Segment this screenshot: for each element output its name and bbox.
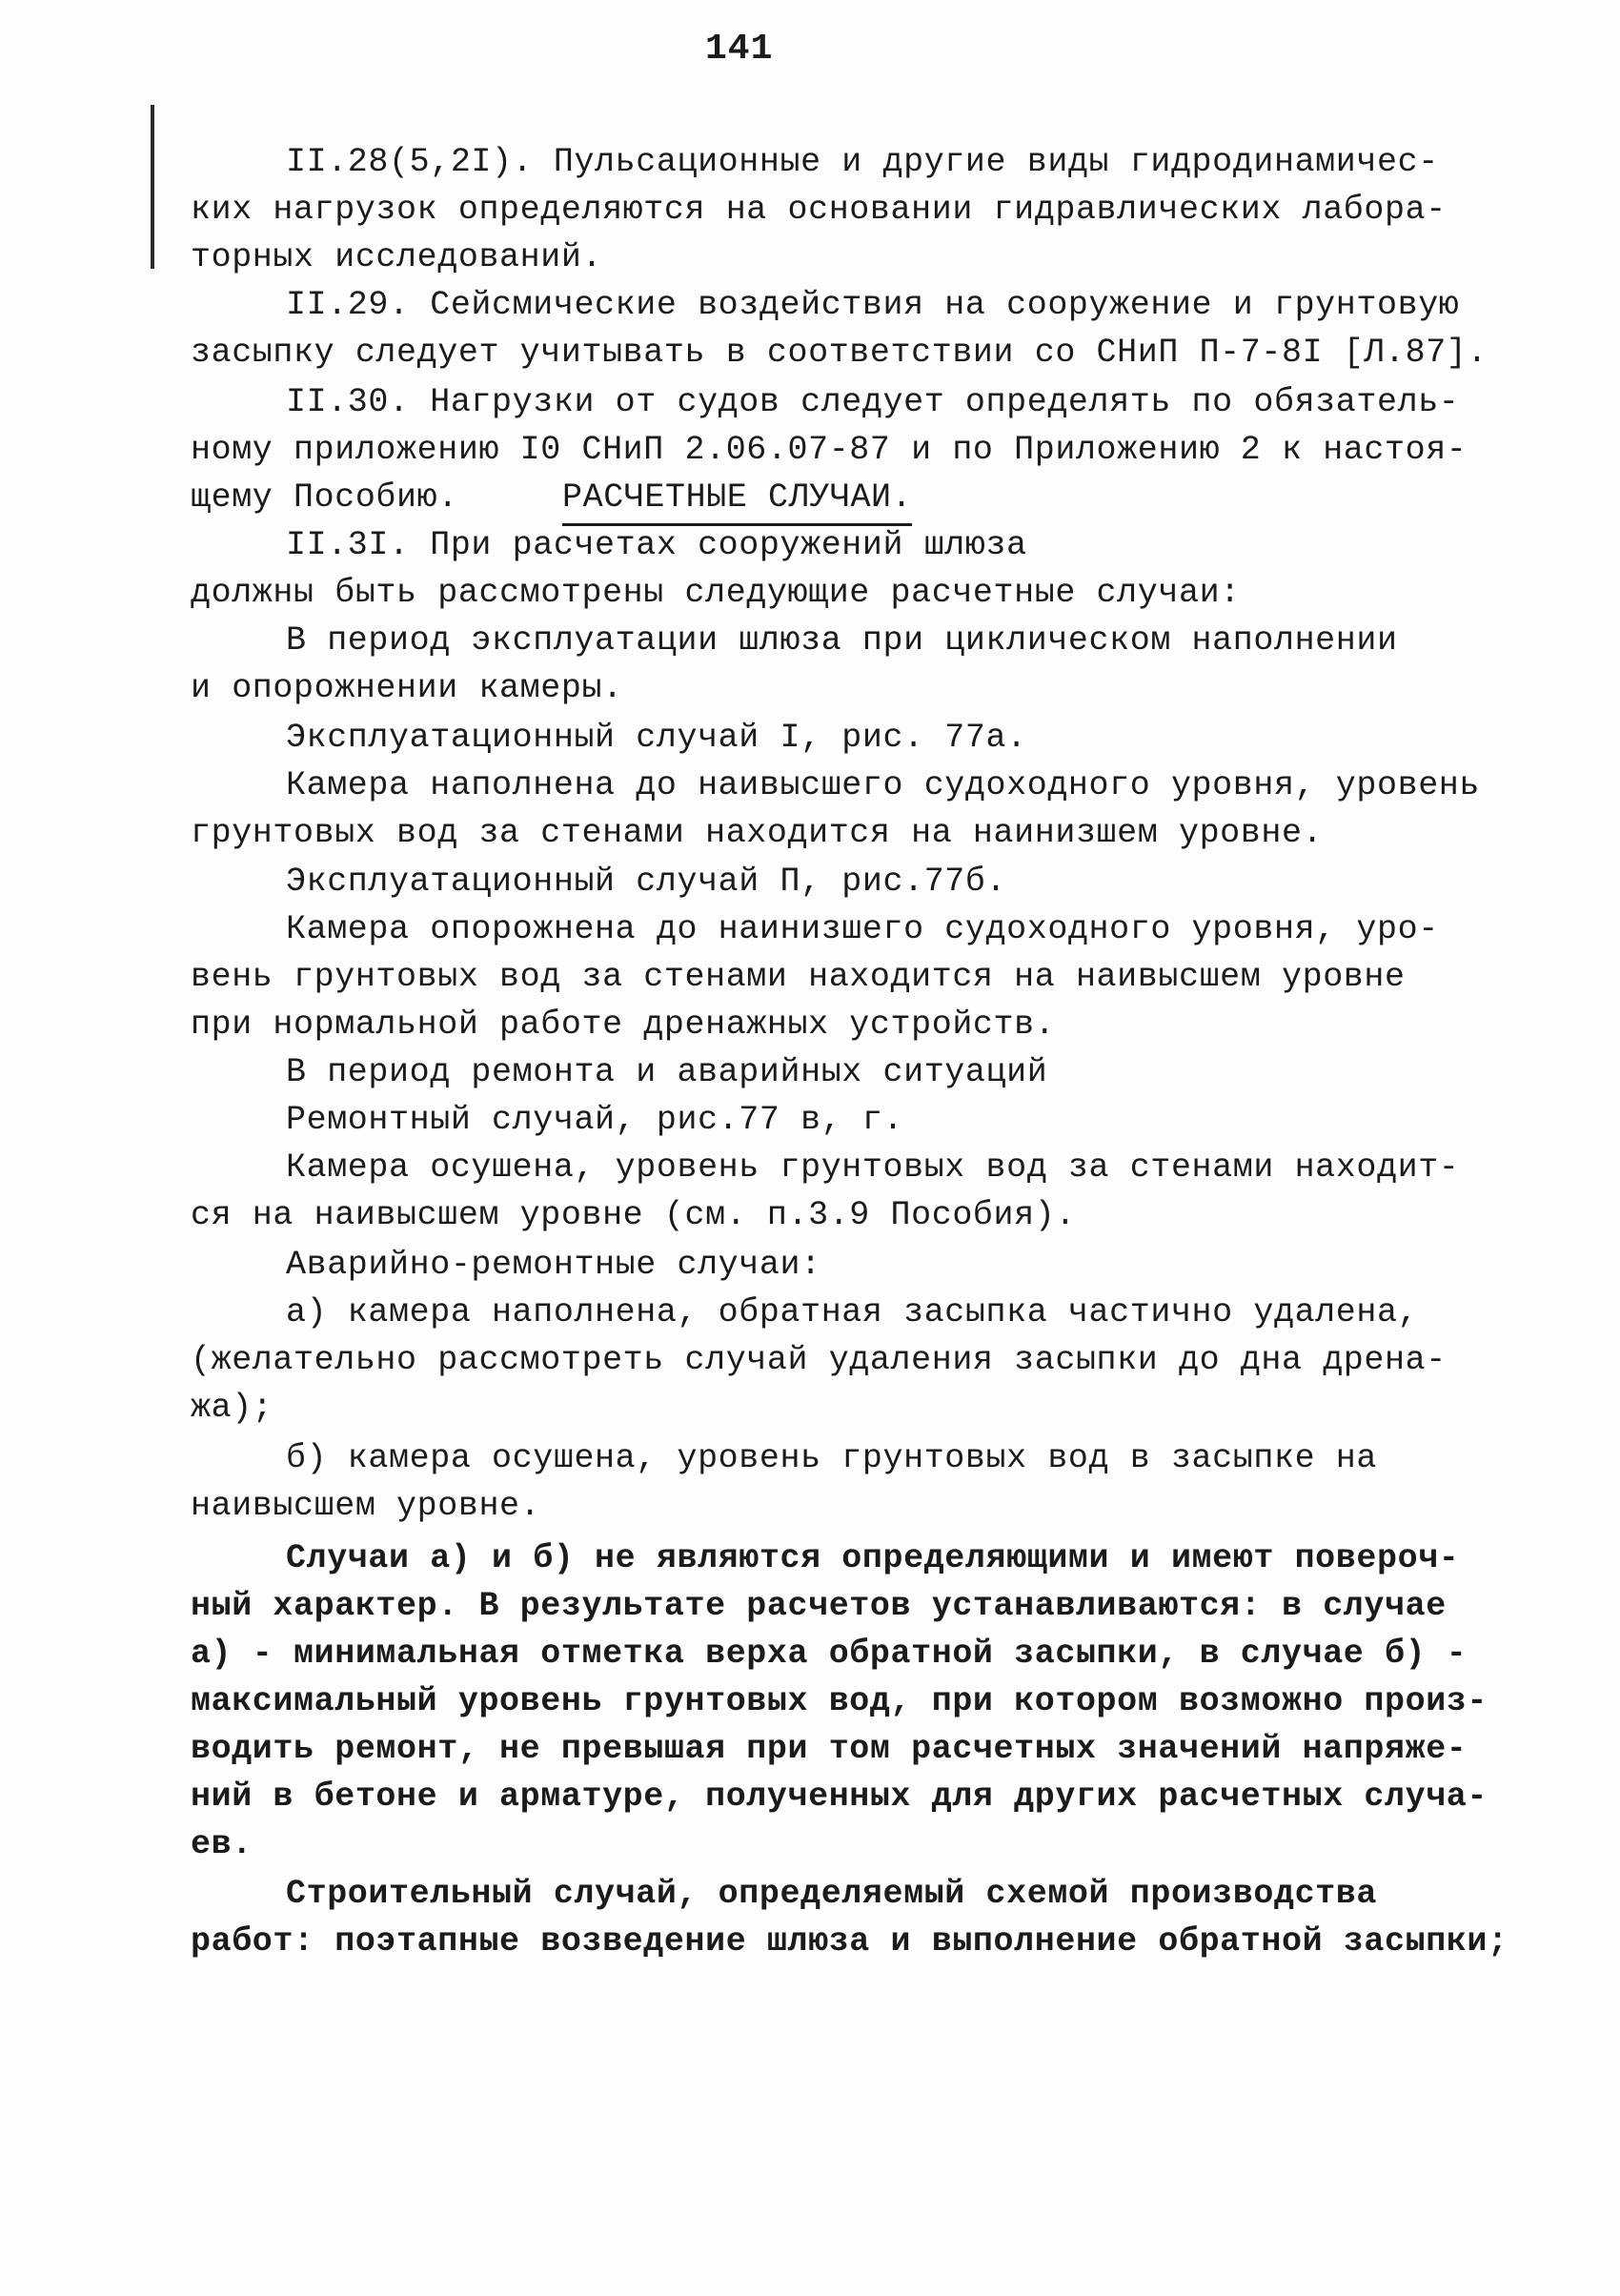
text-line: а) камера наполнена, обратная засыпка частично удалена, <box>286 1293 1419 1331</box>
text-line: работ: поэтапные возведение шлюза и выполнение обратной засыпки; <box>191 1922 1509 1961</box>
text-line: Камера наполнена до наивысшего судоходного уровня, уровень <box>286 766 1480 804</box>
text-line: В период ремонта и аварийных ситуаций <box>286 1053 1048 1091</box>
text-line: при нормальной работе дренажных устройств. <box>191 1006 1056 1044</box>
text-line: (желательно рассмотреть случай удаления засыпки до дна дрена- <box>191 1341 1447 1379</box>
text-line: Камера осушена, уровень грунтовых вод за стенами находит- <box>286 1148 1460 1187</box>
text-line: а) - минимальная отметка верха обратной засыпки, в случае б) - <box>191 1635 1468 1673</box>
text-line: ких нагрузок определяются на основании гидравлических лабора- <box>191 191 1447 229</box>
text-line: жа); <box>191 1389 273 1427</box>
text-line: II.28(5,2I). Пульсационные и другие виды гидродинамичес- <box>286 143 1439 181</box>
text-line: щему Пособию. <box>191 478 458 517</box>
text-line: Эксплуатационный случай I, рис. 77а. <box>286 719 1027 757</box>
page-number: 141 <box>705 29 774 70</box>
text-line: и опорожнении камеры. <box>191 669 623 707</box>
text-line: вень грунтовых вод за стенами находится на наивысшем уровне <box>191 958 1406 996</box>
text-line: ный характер. В результате расчетов устанавливаются: в случае <box>191 1587 1447 1625</box>
text-line: Камера опорожнена до наинизшего судоходного уровня, уро- <box>286 910 1439 948</box>
text-line: II.29. Сейсмические воздействия на сооружение и грунтовую <box>286 286 1460 324</box>
text-line: должны быть рассмотрены следующие расчетные случаи: <box>191 574 1241 612</box>
text-line: ний в бетоне и арматуре, полученных для других расчетных случа- <box>191 1778 1488 1816</box>
text-line: ному приложению I0 СНиП 2.06.07-87 и по Приложению 2 к настоя- <box>191 431 1468 469</box>
text-line: грунтовых вод за стенами находится на наинизшем уровне. <box>191 814 1324 852</box>
text-line: засыпку следует учитывать в соответствии со СНиП П-7-8I [Л.87]. <box>191 334 1488 372</box>
text-line: Ремонтный случай, рис.77 в, г. <box>286 1101 904 1139</box>
text-line: Эксплуатационный случай П, рис.77б. <box>286 863 1007 901</box>
text-line: II.30. Нагрузки от судов следует определять по обязатель- <box>286 383 1460 421</box>
text-line: максимальный уровень грунтовых вод, при котором возможно произ- <box>191 1682 1488 1720</box>
text-line: ев. <box>191 1825 253 1863</box>
text-line: б) камера осушена, уровень грунтовых вод в засыпке на <box>286 1439 1377 1477</box>
text-line: Аварийно-ремонтные случаи: <box>286 1246 821 1284</box>
text-line: наивысшем уровне. <box>191 1487 541 1525</box>
text-line: Случаи а) и б) не являются определяющими и имеют повероч- <box>286 1539 1460 1577</box>
text-line: водить ремонт, не превышая при том расчетных значений напряже- <box>191 1730 1468 1768</box>
section-heading: РАСЧЕТНЫЕ СЛУЧАИ. <box>562 474 912 526</box>
text-line: II.3I. При расчетах сооружений шлюза <box>286 526 1027 564</box>
text-line: торных исследований. <box>191 238 603 276</box>
margin-bar <box>151 105 154 269</box>
text-line: Строительный случай, определяемый схемой производства <box>286 1875 1377 1913</box>
text-line: ся на наивысшем уровне (см. п.3.9 Пособия). <box>191 1196 1076 1234</box>
text-line: В период эксплуатации шлюза при циклическом наполнении <box>286 621 1398 660</box>
